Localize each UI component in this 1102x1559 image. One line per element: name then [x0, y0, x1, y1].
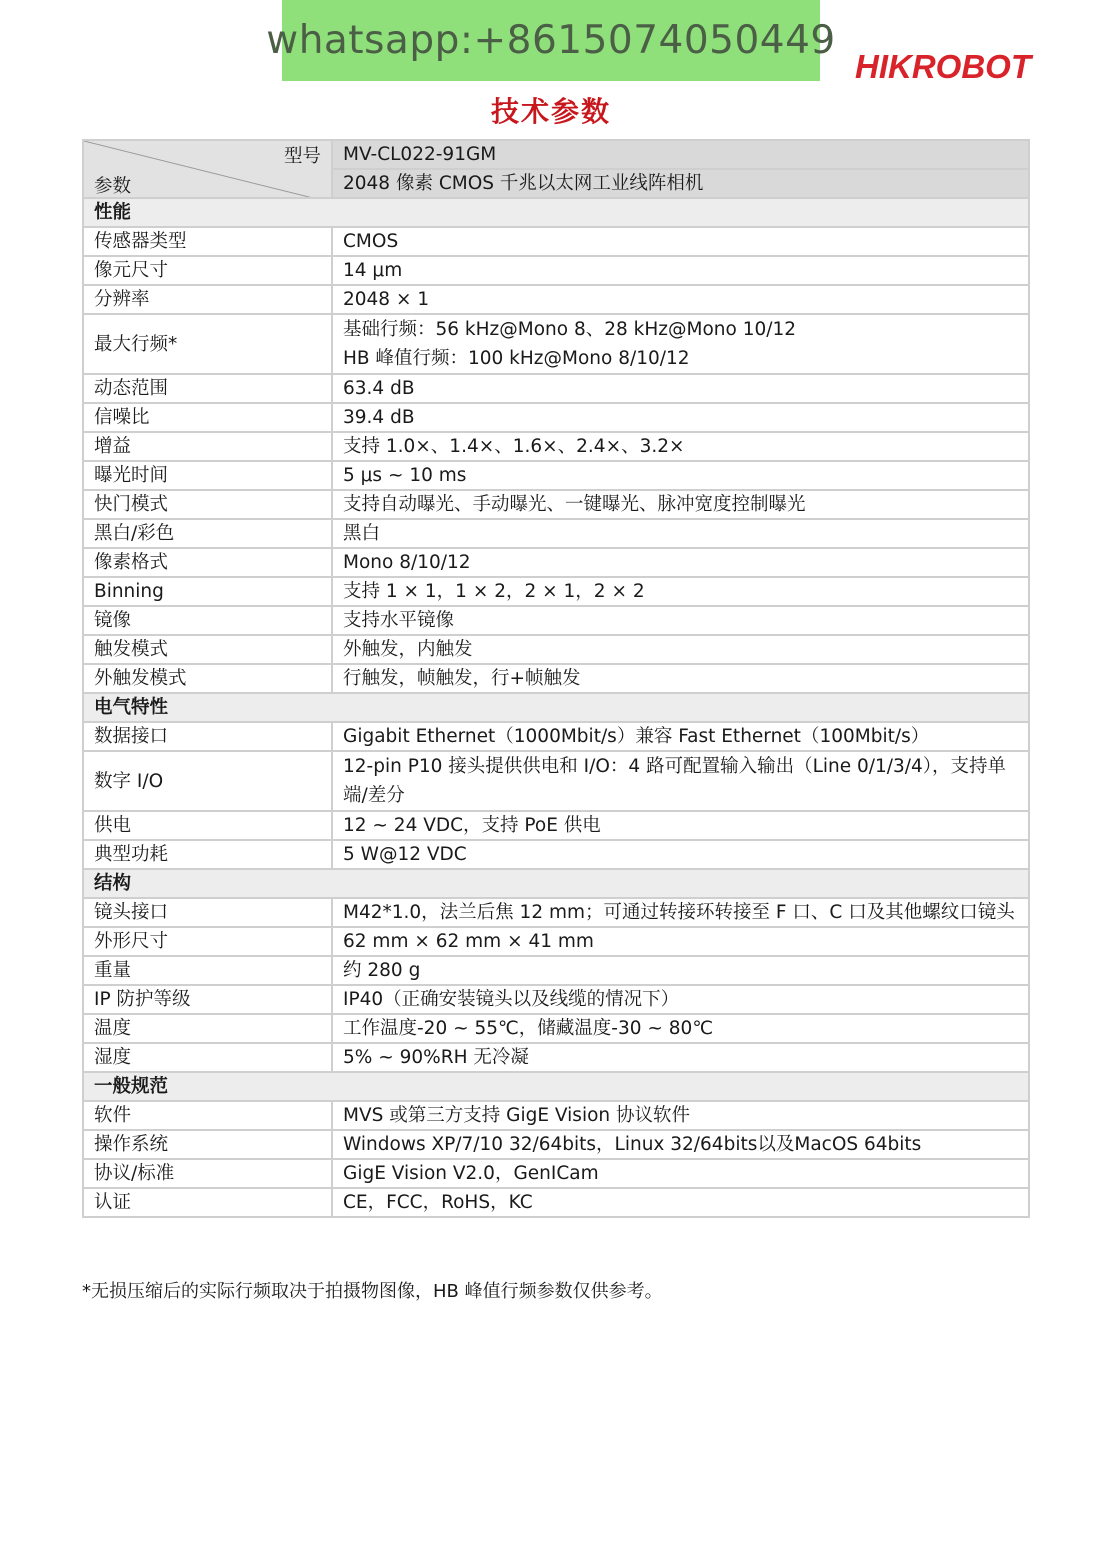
spec-table: [82, 139, 1030, 1218]
spec-value: CMOS: [332, 227, 1029, 256]
spec-label: 供电: [83, 811, 332, 840]
contact-banner-text: whatsapp:+8615074050449: [266, 18, 836, 63]
logo-part-robot: ROBOT: [911, 48, 1032, 85]
spec-row: [83, 956, 1029, 985]
spec-value: 39.4 dB: [332, 403, 1029, 432]
spec-value: CE，FCC，RoHS，KC: [332, 1188, 1029, 1217]
spec-label: 信噪比: [83, 403, 332, 432]
spec-value: 外触发，内触发: [332, 635, 1029, 664]
spec-row: [83, 432, 1029, 461]
spec-value: [332, 314, 1029, 374]
hikrobot-logo: [855, 48, 1055, 88]
spec-row: [83, 1159, 1029, 1188]
spec-row: [83, 548, 1029, 577]
spec-value: IP40（正确安装镜头以及线缆的情况下）: [332, 985, 1029, 1014]
section-header-row: [83, 198, 1029, 227]
spec-row: [83, 314, 1029, 374]
section-header-row: [83, 869, 1029, 898]
spec-row: [83, 1188, 1029, 1217]
spec-row: [83, 927, 1029, 956]
spec-value: 14 μm: [332, 256, 1029, 285]
spec-value: 63.4 dB: [332, 374, 1029, 403]
model-value: MV-CL022-91GM: [332, 140, 1029, 169]
spec-row: [83, 1101, 1029, 1130]
spec-label: 黑白/彩色: [83, 519, 332, 548]
spec-row: [83, 1130, 1029, 1159]
footnote: *无损压缩后的实际行频取决于拍摄物图像，HB 峰值行频参数仅供参考。: [82, 1281, 663, 1302]
contact-banner: [266, 0, 836, 81]
spec-label: 外形尺寸: [83, 927, 332, 956]
spec-label: 最大行频*: [83, 314, 332, 374]
spec-value: Windows XP/7/10 32/64bits，Linux 32/64bits以及MacOS 64bits: [332, 1130, 1029, 1159]
spec-row: [83, 664, 1029, 693]
spec-row: [83, 1014, 1029, 1043]
spec-row: [83, 751, 1029, 811]
spec-value: 支持自动曝光、手动曝光、一键曝光、脉冲宽度控制曝光: [332, 490, 1029, 519]
spec-label: 数字 I/O: [83, 751, 332, 811]
spec-value-line: 12-pin P10 接头提供供电和 I/O：4 路可配置输入输出（Line 0/1/3/4），支持单: [343, 756, 1007, 777]
spec-row: [83, 606, 1029, 635]
spec-value: 5 μs ~ 10 ms: [332, 461, 1029, 490]
spec-value: 2048 × 1: [332, 285, 1029, 314]
header-row-model: [83, 140, 1029, 169]
spec-value: 支持 1.0×、1.4×、1.6×、2.4×、3.2×: [332, 432, 1029, 461]
section-header-row: [83, 1072, 1029, 1101]
spec-value-line: HB 峰值行频：100 kHz@Mono 8/10/12: [343, 348, 690, 369]
spec-label: 分辨率: [83, 285, 332, 314]
logo-part-hik: HIK: [855, 48, 912, 85]
spec-row: [83, 490, 1029, 519]
spec-value: 62 mm × 62 mm × 41 mm: [332, 927, 1029, 956]
param-label: 参数: [94, 176, 132, 197]
spec-row: [83, 985, 1029, 1014]
spec-value: M42*1.0，法兰后焦 12 mm；可通过转接环转接至 F 口、C 口及其他螺纹口镜头: [332, 898, 1029, 927]
spec-label: 触发模式: [83, 635, 332, 664]
spec-value: 5 W@12 VDC: [332, 840, 1029, 869]
document-title: 技术参数: [490, 95, 611, 128]
spec-row: [83, 519, 1029, 548]
spec-row: [83, 285, 1029, 314]
spec-value: 支持水平镜像: [332, 606, 1029, 635]
spec-value: 支持 1 × 1，1 × 2，2 × 1，2 × 2: [332, 577, 1029, 606]
spec-value: Mono 8/10/12: [332, 548, 1029, 577]
spec-row: [83, 1043, 1029, 1072]
spec-row: [83, 635, 1029, 664]
spec-label: 镜头接口: [83, 898, 332, 927]
spec-label: 重量: [83, 956, 332, 985]
spec-label: 曝光时间: [83, 461, 332, 490]
spec-label: 操作系统: [83, 1130, 332, 1159]
spec-row: [83, 227, 1029, 256]
spec-label: 动态范围: [83, 374, 332, 403]
spec-label: 典型功耗: [83, 840, 332, 869]
spec-value: 约 280 g: [332, 956, 1029, 985]
spec-label: Binning: [83, 577, 332, 606]
spec-row: [83, 461, 1029, 490]
spec-value: Gigabit Ethernet（1000Mbit/s）兼容 Fast Ethernet（100Mbit/s）: [332, 722, 1029, 751]
spec-row: [83, 374, 1029, 403]
spec-row: [83, 256, 1029, 285]
spec-row: [83, 840, 1029, 869]
spec-label: 外触发模式: [83, 664, 332, 693]
diagonal-header-cell: [83, 140, 332, 198]
section-header-row: [83, 693, 1029, 722]
section-title: 一般规范: [83, 1072, 1029, 1101]
spec-label: 镜像: [83, 606, 332, 635]
spec-row: [83, 722, 1029, 751]
spec-label: 软件: [83, 1101, 332, 1130]
spec-label: 协议/标准: [83, 1159, 332, 1188]
spec-value: [332, 751, 1029, 811]
spec-label: 增益: [83, 432, 332, 461]
section-title: 电气特性: [83, 693, 1029, 722]
spec-label: 传感器类型: [83, 227, 332, 256]
spec-value: 5% ~ 90%RH 无冷凝: [332, 1043, 1029, 1072]
spec-value-line: 端/差分: [343, 785, 405, 806]
spec-row: [83, 577, 1029, 606]
spec-label: IP 防护等级: [83, 985, 332, 1014]
spec-label: 温度: [83, 1014, 332, 1043]
spec-row: [83, 403, 1029, 432]
section-title: 结构: [83, 869, 1029, 898]
spec-value: 黑白: [332, 519, 1029, 548]
spec-label: 快门模式: [83, 490, 332, 519]
spec-value: MVS 或第三方支持 GigE Vision 协议软件: [332, 1101, 1029, 1130]
spec-label: 数据接口: [83, 722, 332, 751]
spec-value: 工作温度-20 ~ 55℃，储藏温度-30 ~ 80℃: [332, 1014, 1029, 1043]
model-label: 型号: [283, 146, 321, 167]
spec-label: 像元尺寸: [83, 256, 332, 285]
spec-row: [83, 898, 1029, 927]
spec-label: 湿度: [83, 1043, 332, 1072]
spec-label: 像素格式: [83, 548, 332, 577]
model-description: 2048 像素 CMOS 千兆以太网工业线阵相机: [332, 169, 1029, 198]
spec-value-line: 基础行频：56 kHz@Mono 8、28 kHz@Mono 10/12: [343, 319, 797, 340]
spec-row: [83, 811, 1029, 840]
spec-value: 行触发，帧触发，行+帧触发: [332, 664, 1029, 693]
section-title: 性能: [83, 198, 1029, 227]
spec-value: GigE Vision V2.0，GenICam: [332, 1159, 1029, 1188]
spec-label: 认证: [83, 1188, 332, 1217]
spec-value: 12 ~ 24 VDC，支持 PoE 供电: [332, 811, 1029, 840]
